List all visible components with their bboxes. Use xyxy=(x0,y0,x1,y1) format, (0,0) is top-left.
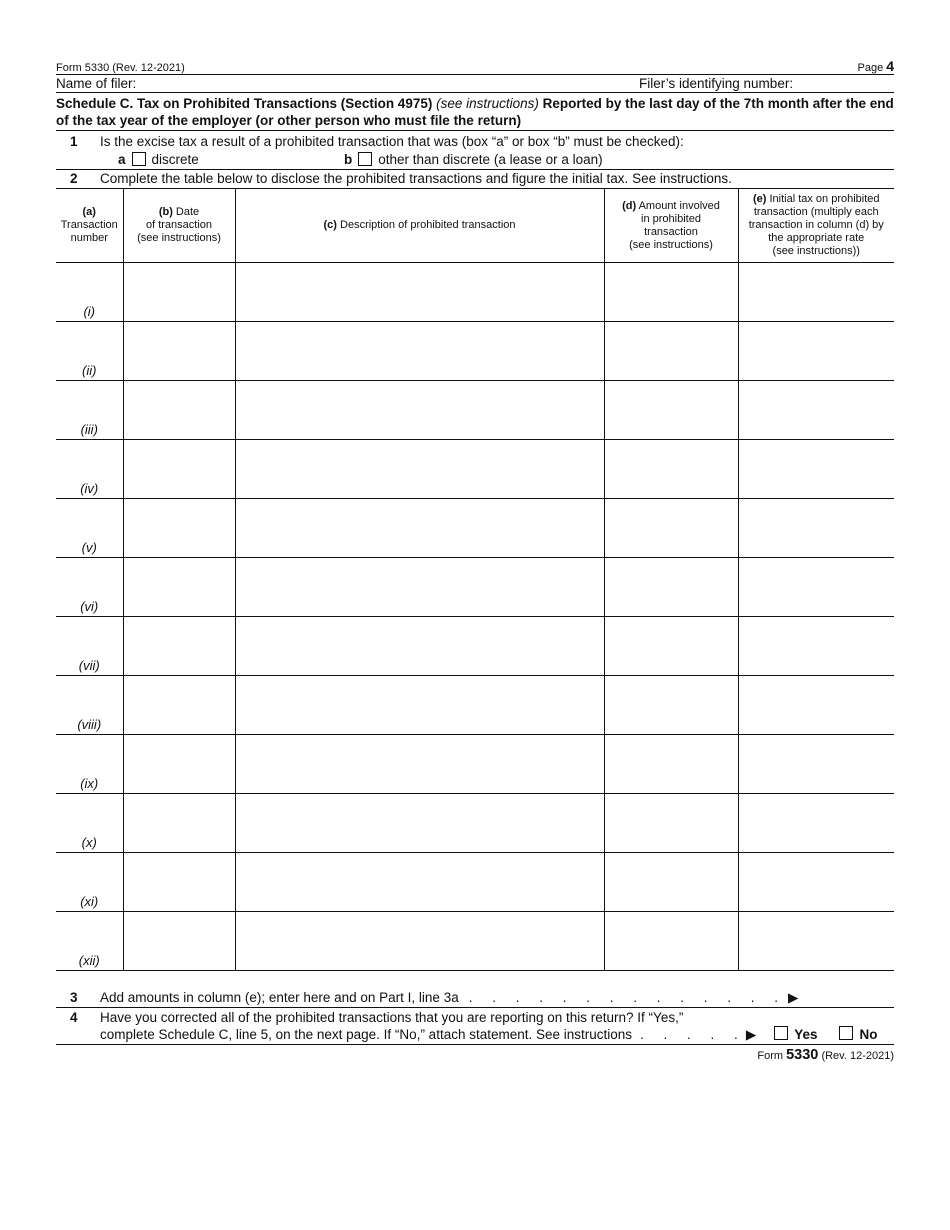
table-row xyxy=(56,499,894,558)
line-3: 3 Add amounts in column (e); enter here and on Part I, line 3a . . . . . . . . . . . . . . ▶ xyxy=(56,988,894,1008)
filer-name-row xyxy=(56,74,894,93)
table-row xyxy=(56,322,894,381)
name-of-filer-field[interactable]: Name of filer: xyxy=(56,76,137,91)
filer-id-field[interactable]: Filer’s identifying number: xyxy=(639,76,794,91)
transaction-number: (viii) xyxy=(56,676,123,735)
initial-tax-cell[interactable] xyxy=(738,440,894,499)
date-cell[interactable] xyxy=(123,322,235,381)
transaction-number: (xi) xyxy=(56,853,123,912)
initial-tax-cell[interactable] xyxy=(738,558,894,617)
form-page xyxy=(56,54,894,1063)
date-cell[interactable] xyxy=(123,676,235,735)
transaction-number: (ix) xyxy=(56,735,123,794)
other-than-discrete-checkbox[interactable] xyxy=(358,152,372,166)
table-row xyxy=(56,794,894,853)
initial-tax-cell[interactable] xyxy=(738,735,894,794)
transaction-number: (vii) xyxy=(56,617,123,676)
transaction-number: (ii) xyxy=(56,322,123,381)
initial-tax-cell[interactable] xyxy=(738,322,894,381)
amount-cell[interactable] xyxy=(604,794,738,853)
page-number: 4 xyxy=(886,58,894,74)
col-header-a: (a) Transaction number xyxy=(56,189,123,263)
amount-cell[interactable] xyxy=(604,499,738,558)
date-cell[interactable] xyxy=(123,794,235,853)
amount-cell[interactable] xyxy=(604,440,738,499)
table-row xyxy=(56,440,894,499)
initial-tax-cell[interactable] xyxy=(738,381,894,440)
transaction-number: (vi) xyxy=(56,558,123,617)
transaction-number: (i) xyxy=(56,263,123,322)
col-header-b: (b) Date of transaction (see instructions) xyxy=(123,189,235,263)
table-row xyxy=(56,676,894,735)
page-footer: Form 5330 (Rev. 12-2021) xyxy=(757,1047,894,1063)
date-cell[interactable] xyxy=(123,440,235,499)
col-header-c: (c) Description of prohibited transaction xyxy=(235,189,604,263)
transaction-number: (iv) xyxy=(56,440,123,499)
initial-tax-cell[interactable] xyxy=(738,676,894,735)
description-cell[interactable] xyxy=(235,322,604,381)
date-cell[interactable] xyxy=(123,912,235,971)
no-checkbox[interactable] xyxy=(839,1026,853,1040)
date-cell[interactable] xyxy=(123,735,235,794)
initial-tax-cell[interactable] xyxy=(738,617,894,676)
amount-cell[interactable] xyxy=(604,381,738,440)
line-3-arrow: ▶ xyxy=(788,990,799,1005)
line-4: 4 Have you corrected all of the prohibited transactions that you are reporting on this return? If “Yes,” complete Schedule C, line 5, on the next page. If “No,” attach statement. See instructions . . . . . ▶ Yes No xyxy=(56,1008,894,1045)
table-row xyxy=(56,381,894,440)
amount-cell[interactable] xyxy=(604,558,738,617)
description-cell[interactable] xyxy=(235,912,604,971)
initial-tax-cell[interactable] xyxy=(738,794,894,853)
page-header xyxy=(56,54,894,74)
amount-cell[interactable] xyxy=(604,322,738,381)
date-cell[interactable] xyxy=(123,558,235,617)
amount-cell[interactable] xyxy=(604,617,738,676)
transaction-number: (v) xyxy=(56,499,123,558)
amount-cell[interactable] xyxy=(604,676,738,735)
line-2: 2 Complete the table below to disclose the prohibited transactions and figure the initial tax. See instructions. xyxy=(56,170,894,189)
transaction-number: (xii) xyxy=(56,912,123,971)
date-cell[interactable] xyxy=(123,853,235,912)
table-row xyxy=(56,558,894,617)
discrete-checkbox[interactable] xyxy=(132,152,146,166)
prohibited-transactions-table xyxy=(56,189,894,971)
description-cell[interactable] xyxy=(235,263,604,322)
description-cell[interactable] xyxy=(235,381,604,440)
date-cell[interactable] xyxy=(123,263,235,322)
description-cell[interactable] xyxy=(235,735,604,794)
initial-tax-cell[interactable] xyxy=(738,912,894,971)
description-cell[interactable] xyxy=(235,676,604,735)
description-cell[interactable] xyxy=(235,853,604,912)
initial-tax-cell[interactable] xyxy=(738,499,894,558)
yes-checkbox[interactable] xyxy=(774,1026,788,1040)
amount-cell[interactable] xyxy=(604,912,738,971)
form-id: Form 5330 (Rev. 12-2021) xyxy=(56,62,185,74)
transaction-number: (x) xyxy=(56,794,123,853)
date-cell[interactable] xyxy=(123,617,235,676)
amount-cell[interactable] xyxy=(604,735,738,794)
date-cell[interactable] xyxy=(123,499,235,558)
description-cell[interactable] xyxy=(235,617,604,676)
col-header-d: (d) Amount involved in prohibited transaction (see instructions) xyxy=(604,189,738,263)
date-cell[interactable] xyxy=(123,381,235,440)
table-row xyxy=(56,912,894,971)
initial-tax-cell[interactable] xyxy=(738,263,894,322)
table-row xyxy=(56,735,894,794)
initial-tax-cell[interactable] xyxy=(738,853,894,912)
description-cell[interactable] xyxy=(235,440,604,499)
description-cell[interactable] xyxy=(235,558,604,617)
amount-cell[interactable] xyxy=(604,853,738,912)
amount-cell[interactable] xyxy=(604,263,738,322)
table-row xyxy=(56,617,894,676)
table-row xyxy=(56,263,894,322)
table-row xyxy=(56,853,894,912)
schedule-title: Schedule C. Tax on Prohibited Transactions (Section 4975) (see instructions) Reported by the last day of the 7th month after the end of the tax year of the employer (or other person who must file the return) xyxy=(56,93,894,131)
description-cell[interactable] xyxy=(235,499,604,558)
transaction-number: (iii) xyxy=(56,381,123,440)
col-header-e: (e) Initial tax on prohibited transaction (multiply each transaction in column (d) by the appropriate rate (see instructions)) xyxy=(738,189,894,263)
description-cell[interactable] xyxy=(235,794,604,853)
page-indicator: Page 4 xyxy=(857,58,894,74)
line-1: 1 Is the excise tax a result of a prohibited transaction that was (box “a” or box “b” must be checked): a discrete b other than discrete (a lease or a loan) xyxy=(56,131,894,170)
